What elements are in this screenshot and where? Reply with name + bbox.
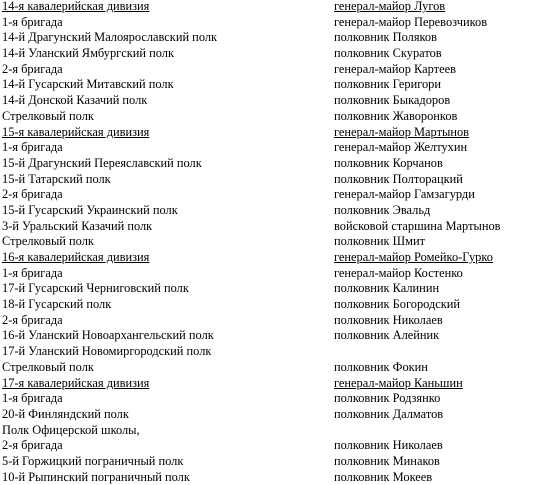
table-row [2,46,550,62]
table-row [2,140,550,156]
commander-name: полковник Родзянко [334,391,441,406]
roster-table [2,0,550,485]
unit-name: Полк Офицерской школы, [2,422,140,437]
unit-name: 18-й Гусарский полк [2,297,112,312]
table-row [2,313,550,329]
unit-name: 17-я кавалерийская дивизия [2,375,150,390]
commander-name: полковник Мокеев [334,469,433,484]
unit-name: 17-й Уланский Новомиргородский полк [2,344,212,359]
unit-name: 15-й Драгунский Переяславский полк [2,155,202,170]
table-row [2,407,550,423]
table-row [2,328,550,344]
table-row [2,219,550,235]
commander-name: генерал-майор Гамзагурди [334,187,475,202]
unit-name: 14-я кавалерийская дивизия [2,0,150,13]
unit-name: 15-й Гусарский Украинский полк [2,202,178,217]
unit-name: 15-й Татарский полк [2,171,111,186]
table-row [2,391,550,407]
commander-name: полковник Быкадоров [334,93,451,108]
unit-name: 5-й Горжицкий пограничный полк [2,453,184,468]
commander-name: полковник Жаворонков [334,108,458,123]
commander-name: полковник Калинин [334,281,440,296]
commander-name [334,344,550,360]
commander-name [334,423,550,439]
division-row [2,0,550,15]
commander-name: полковник Эвальд [334,202,431,217]
unit-name: 2-я бригада [2,438,63,453]
commander-name: полковник Фокин [334,359,428,374]
commander-name: генерал-майор Перевозчиков [334,14,488,29]
commander-name: генерал-майор Каньшин [334,375,463,390]
commander-name: войсковой старшина Мартынов [334,218,501,233]
unit-name: Стрелковый полк [2,359,94,374]
commander-name: генерал-майор Желтухин [334,140,468,155]
commander-name: генерал-майор Картеев [334,61,456,76]
unit-name: 3-й Уральский Казачий полк [2,218,153,233]
unit-name: 14-й Драгунский Малоярославский полк [2,30,218,45]
table-row [2,266,550,282]
commander-name: полковник Скуратов [334,46,442,61]
unit-name: 1-я бригада [2,391,63,406]
table-row [2,234,550,250]
commander-name: генерал-майор Мартынов [334,124,470,139]
commander-name: полковник Николаев [334,438,443,453]
table-row [2,438,550,454]
unit-name: 2-я бригада [2,312,63,327]
commander-name: полковник Шмит [334,234,426,249]
table-row [2,93,550,109]
unit-name: 14-й Донской Казачий полк [2,93,148,108]
commander-name: генерал-майор Ромейко-Гурко [334,250,493,264]
unit-name: 1-я бригада [2,265,63,280]
commander-name: генерал-майор Лугов [334,0,446,13]
table-row [2,187,550,203]
unit-name: 17-й Гусарский Черниговский полк [2,281,189,296]
commander-name: полковник Геригори [334,77,442,92]
table-row [2,454,550,470]
division-row [2,376,550,392]
commander-name: полковник Богородский [334,297,461,312]
table-row [2,30,550,46]
table-row [2,423,550,439]
unit-name: 1-я бригада [2,140,63,155]
table-row [2,15,550,31]
table-row [2,281,550,297]
table-row [2,203,550,219]
table-row [2,109,550,125]
unit-name: 10-й Рыпинский пограничный полк [2,469,190,484]
table-row [2,156,550,172]
commander-name: полковник Полторацкий [334,171,463,186]
commander-name: полковник Алейник [334,328,440,343]
commander-name: полковник Далматов [334,406,444,421]
unit-name: 2-я бригада [2,187,63,202]
unit-name: 20-й Финляндский полк [2,406,129,421]
unit-name: 16-я кавалерийская дивизия [2,250,150,264]
commander-name: генерал-майор Костенко [334,265,463,280]
commander-name: полковник Корчанов [334,155,443,170]
commander-name: полковник Минаков [334,453,440,468]
table-row [2,62,550,78]
table-row [2,470,550,485]
unit-name: 14-й Уланский Ямбургский полк [2,46,174,61]
unit-name: Стрелковый полк [2,108,94,123]
unit-name: 16-й Уланский Новоархангельский полк [2,328,214,343]
table-row [2,360,550,376]
unit-name: Стрелковый полк [2,234,94,249]
commander-name: полковник Николаев [334,312,443,327]
unit-name: 2-я бригада [2,61,63,76]
division-row [2,125,550,141]
division-row [2,250,550,266]
table-row [2,344,550,360]
table-row [2,172,550,188]
unit-name: 15-я кавалерийская дивизия [2,124,150,139]
table-row [2,297,550,313]
unit-name: 14-й Гусарский Митавский полк [2,77,174,92]
commander-name: полковник Поляков [334,30,437,45]
unit-name: 1-я бригада [2,14,63,29]
table-row [2,77,550,93]
